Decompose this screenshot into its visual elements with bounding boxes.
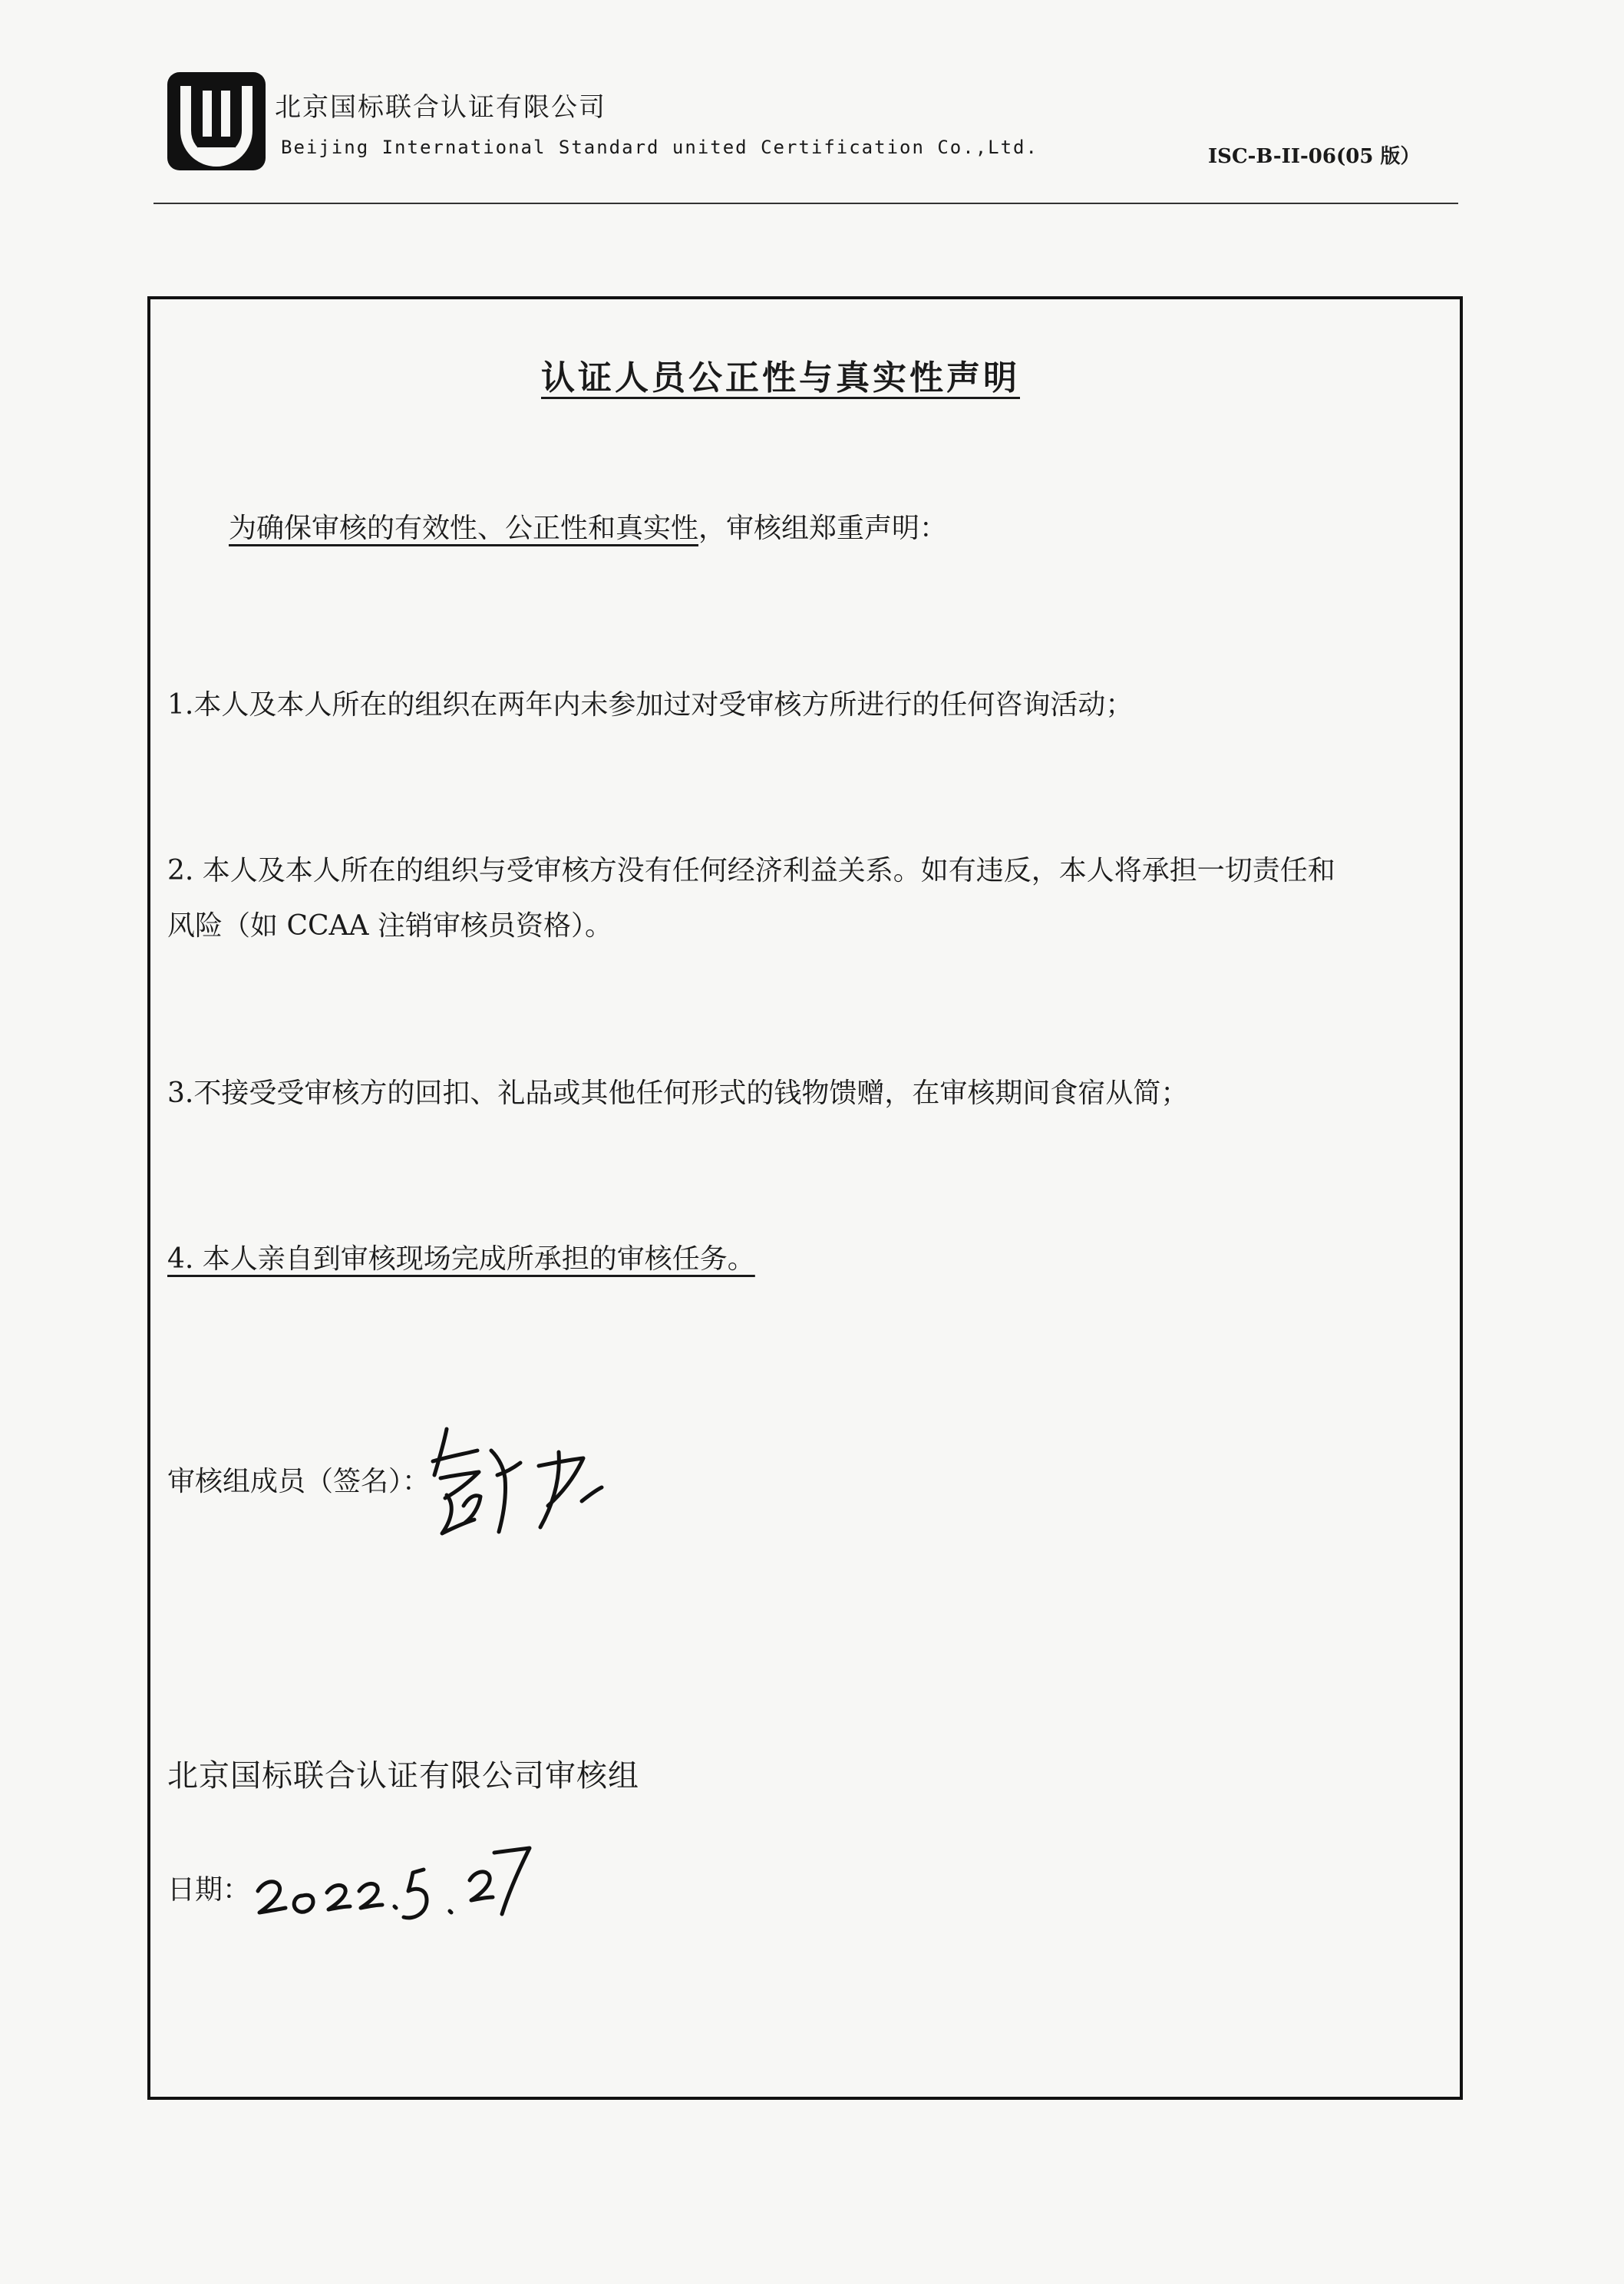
intro-paragraph	[229, 507, 947, 546]
signature-label: 审核组成员（签名）：	[167, 1466, 431, 1497]
handwritten-date	[253, 1836, 545, 1936]
form-code: ISC-B-II-06(05 版）	[1208, 145, 1421, 168]
declaration-item-1: 1.本人及本人所在的组织在两年内未参加过对受审核方所进行的任何咨询活动；	[167, 689, 1134, 721]
document-title: 认证人员公正性与真实性声明	[541, 358, 1020, 398]
declaration-item-4: 4. 本人亲自到审核现场完成所承担的审核任务。	[167, 1243, 755, 1275]
declaration-item-3: 3.不接受受审核方的回扣、礼品或其他任何形式的钱物馈赠，在审核期间食宿从简；	[167, 1078, 1189, 1109]
header-divider	[153, 203, 1458, 204]
company-name-en: Beijing International Standard united Certification Co.,Ltd.	[281, 137, 1038, 158]
date-label: 日期：	[167, 1874, 251, 1906]
organization-name: 北京国标联合认证有限公司审核组	[167, 1758, 639, 1794]
intro-rest: ，审核组郑重声明：	[698, 513, 948, 544]
declaration-item-2-line-1: 2. 本人及本人所在的组织与受审核方没有任何经济利益关系。如有违反，本人将承担一切责任和	[167, 855, 1335, 886]
company-logo	[163, 68, 270, 175]
intro-underlined: 为确保审核的有效性、公正性和真实性	[229, 513, 699, 544]
declaration-frame	[147, 296, 1463, 2100]
company-name-cn: 北京国标联合认证有限公司	[275, 92, 606, 123]
handwritten-signature	[424, 1421, 608, 1552]
declaration-item-2-line-2: 风险（如 CCAA 注销审核员资格）。	[167, 910, 612, 942]
